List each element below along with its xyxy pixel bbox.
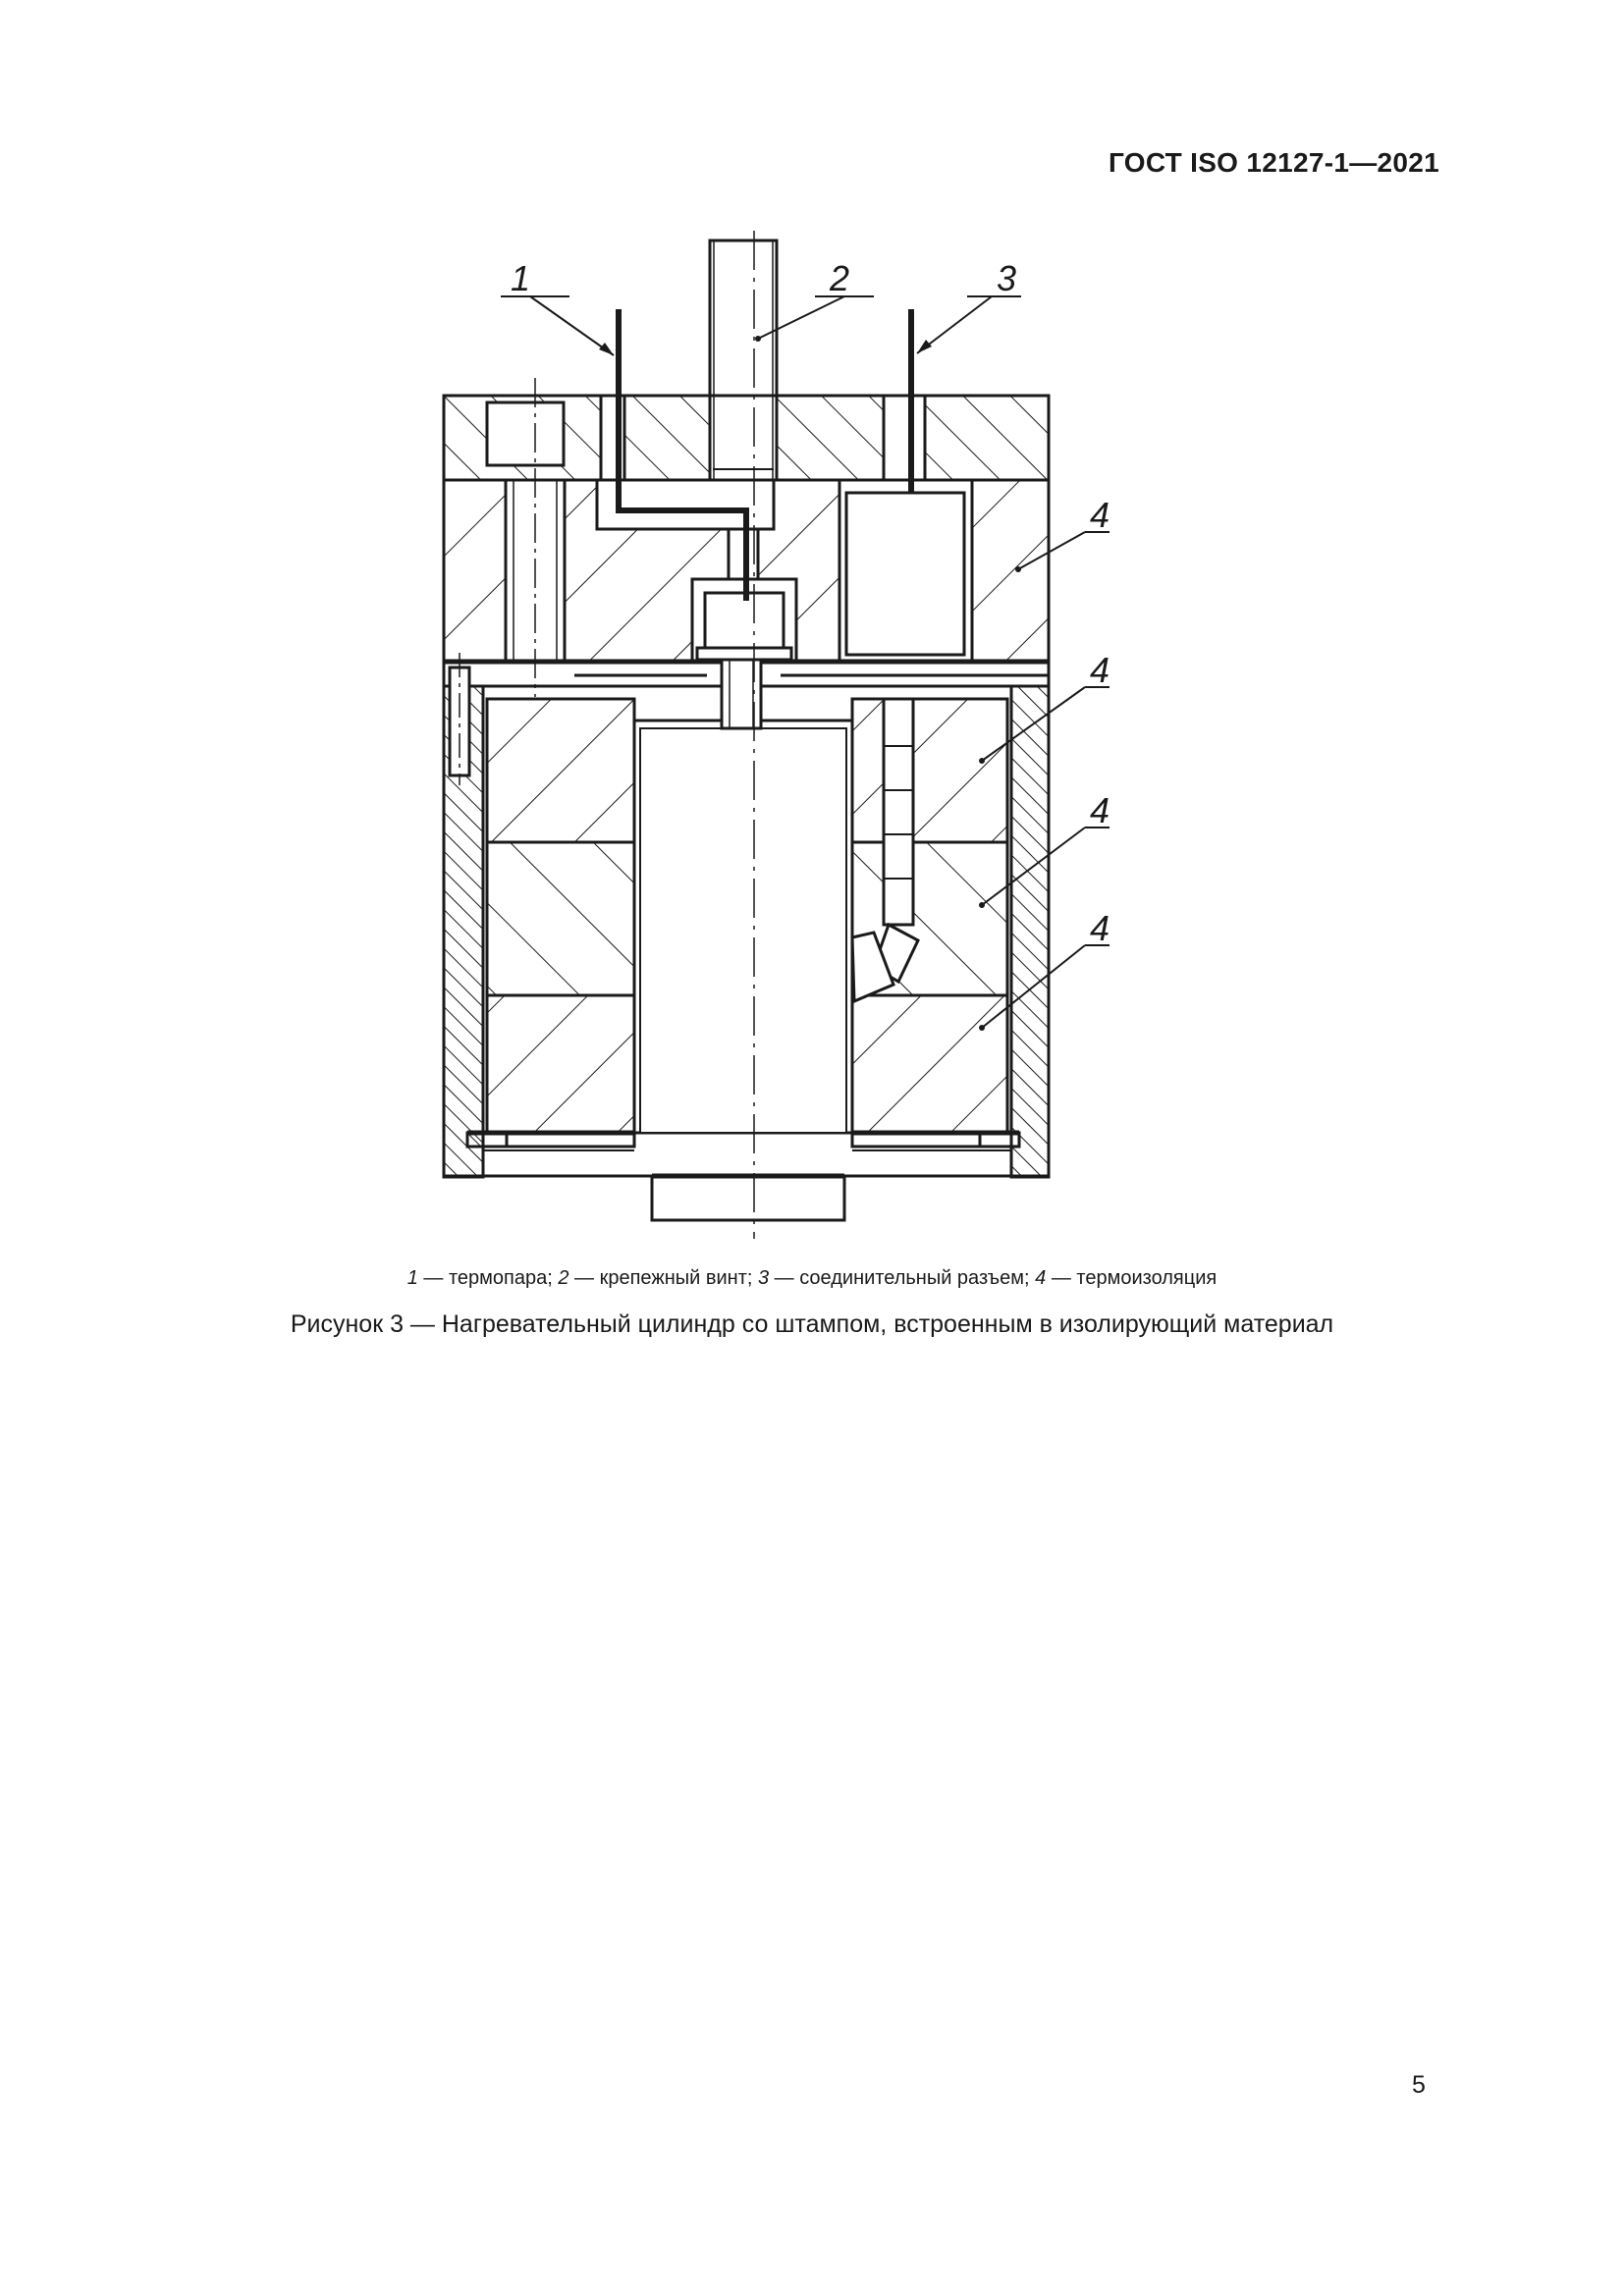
standard-header: ГОСТ ISO 12127-1—2021 — [1108, 147, 1439, 178]
figure-caption: Рисунок 3 — Нагревательный цилиндр со штампом, встроенным в изолирующий материал — [290, 1310, 1334, 1338]
legend-text-4: — термоизоляция — [1046, 1267, 1218, 1289]
legend-num-3: 3 — [757, 1267, 770, 1289]
legend-text-1: — термопара; — [417, 1267, 559, 1289]
callout-4-b: 4 — [1090, 650, 1110, 690]
callout-3: 3 — [997, 258, 1017, 298]
callout-2: 2 — [830, 258, 850, 298]
legend-num-2: 2 — [558, 1267, 569, 1289]
legend-text-2: — крепежный винт; — [568, 1267, 758, 1289]
page-number: 5 — [1412, 2071, 1426, 2099]
callout-4-a: 4 — [1090, 495, 1110, 535]
legend-text-3: — соединительный разъем; — [769, 1267, 1036, 1289]
callout-1: 1 — [511, 258, 531, 298]
heating-cylinder-drawing — [432, 226, 1218, 1247]
figure-legend — [0, 1267, 1624, 1290]
technical-drawing-figure — [432, 226, 1218, 1247]
callout-4-d: 4 — [1090, 908, 1110, 948]
legend-num-4: 4 — [1035, 1267, 1047, 1289]
legend-num-1: 1 — [406, 1267, 418, 1289]
callout-4-c: 4 — [1090, 790, 1110, 830]
